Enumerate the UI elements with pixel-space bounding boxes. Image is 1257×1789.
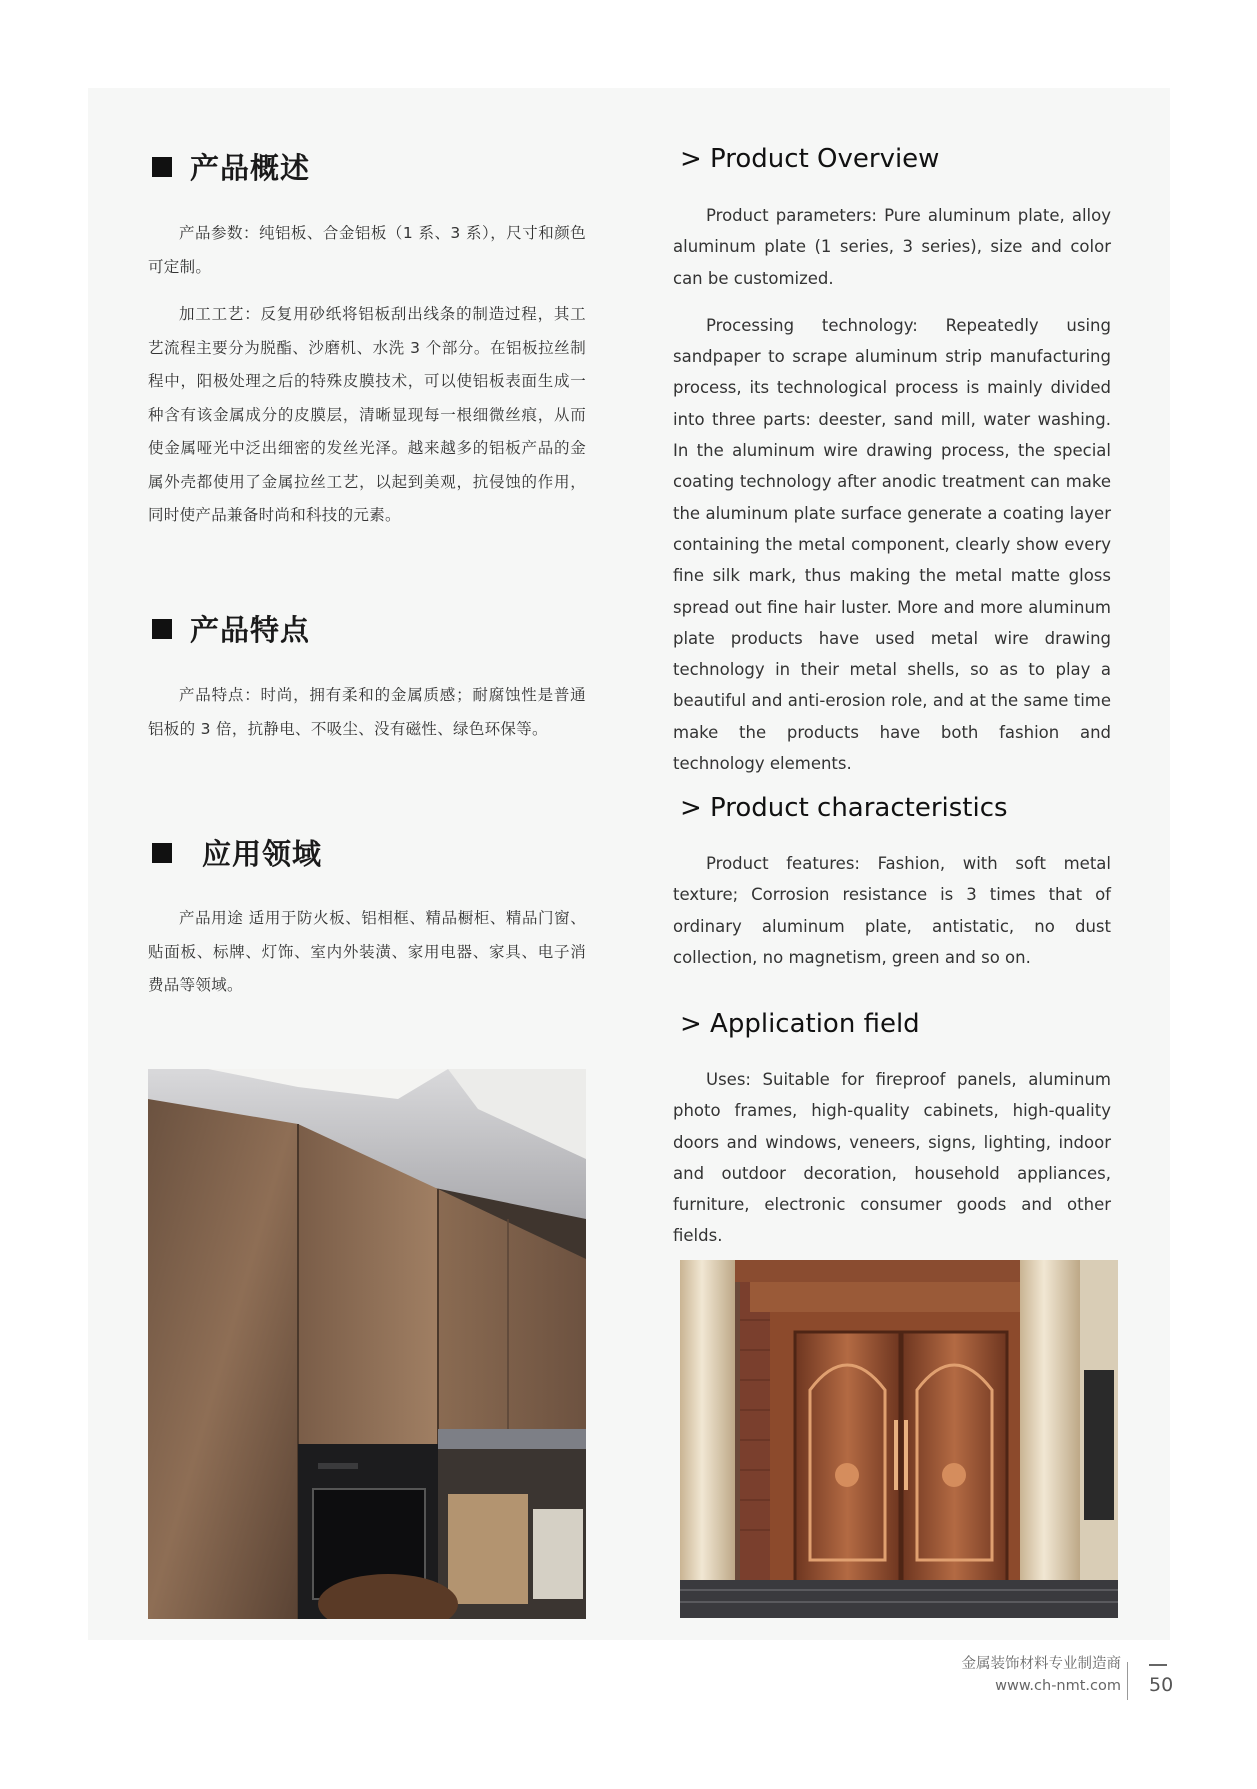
zh-features-heading-text: 产品特点 — [190, 613, 311, 647]
footer-company: 金属装饰材料专业制造商 — [961, 1656, 1121, 1672]
en-application-heading: > Application field — [680, 1009, 920, 1039]
en-features-body — [673, 848, 1111, 973]
square-bullet-icon — [152, 619, 172, 639]
footer-website[interactable]: www.ch-nmt.com — [995, 1678, 1121, 1694]
zh-application-body — [148, 902, 586, 1003]
en-application-text: Uses: Suitable for fireproof panels, aluminum photo frames, high-quality cabinets, high-quality doors and windows, veneers, signs, lighting, indoor and outdoor decoration, household appliances, furniture, electronic consumer goods and other fields. — [673, 1070, 1111, 1246]
copper-door-photo — [680, 1260, 1118, 1618]
en-overview-heading: > Product Overview — [680, 144, 940, 174]
zh-features-body — [148, 679, 586, 746]
en-overview-body — [673, 200, 1111, 779]
en-application-body — [673, 1064, 1111, 1252]
en-overview-params: Product parameters: Pure aluminum plate, alloy aluminum plate (1 series, 3 series), size and color can be customized. — [673, 206, 1111, 288]
page-number: 50 — [1149, 1674, 1174, 1696]
zh-overview-params: 产品参数：纯铝板、合金铝板（1 系、3 系），尺寸和颜色可定制。 — [148, 224, 586, 276]
zh-overview-heading — [152, 146, 310, 187]
zh-features-heading — [152, 608, 310, 649]
kitchen-cabinet-photo — [148, 1069, 586, 1619]
footer-divider — [1127, 1662, 1128, 1700]
en-features-text: Product features: Fashion, with soft metal texture; Corrosion resistance is 3 times that of ordinary aluminum plate, antistatic, no dust collection, no magnetism, green and so on. — [673, 854, 1111, 967]
zh-overview-body — [148, 217, 586, 533]
zh-overview-heading-text: 产品概述 — [190, 151, 311, 185]
zh-application-heading — [152, 832, 322, 873]
en-overview-process: Processing technology: Repeatedly using sandpaper to scrape aluminum strip manufacturing process, its technological process is mainly divided into three parts: deester, sand mill, water washing. In the aluminum wire drawing process, the special coating technology after anodic treatment can make the aluminum plate surface generate a coating layer containing the metal component, clearly show every fine silk mark, thus making the metal matte gloss spread out fine hair luster. More and more aluminum plate products have used metal wire drawing technology in their metal shells, so as to play a beautiful and anti-erosion role, and at the same time make the products have both fashion and technology elements. — [673, 315, 1111, 774]
page-number-dash — [1149, 1664, 1167, 1666]
zh-features-text: 产品特点：时尚，拥有柔和的金属质感；耐腐蚀性是普通铝板的 3 倍，抗静电、不吸尘、没有磁性、绿色环保等。 — [148, 686, 586, 738]
en-features-heading: > Product characteristics — [680, 793, 1008, 823]
zh-application-heading-text: 应用领域 — [202, 837, 323, 871]
zh-application-text: 产品用途 适用于防火板、铝相框、精品橱柜、精品门窗、贴面板、标牌、灯饰、室内外装潢、家用电器、家具、电子消费品等领域。 — [148, 909, 586, 994]
zh-overview-process: 加工工艺：反复用砂纸将铝板刮出线条的制造过程，其工艺流程主要分为脱酯、沙磨机、水洗 3 个部分。在铝板拉丝制程中，阳极处理之后的特殊皮膜技术，可以使铝板表面生成一种含有该金属成分的皮膜层，清晰显现每一根细微丝痕，从而使金属哑光中泛出细密的发丝光泽。越来越多的铝板产品的金属外壳都使用了金属拉丝工艺，以起到美观，抗侵蚀的作用，同时使产品兼备时尚和科技的元素。 — [148, 305, 586, 524]
square-bullet-icon — [152, 157, 172, 177]
square-bullet-icon — [152, 843, 172, 863]
